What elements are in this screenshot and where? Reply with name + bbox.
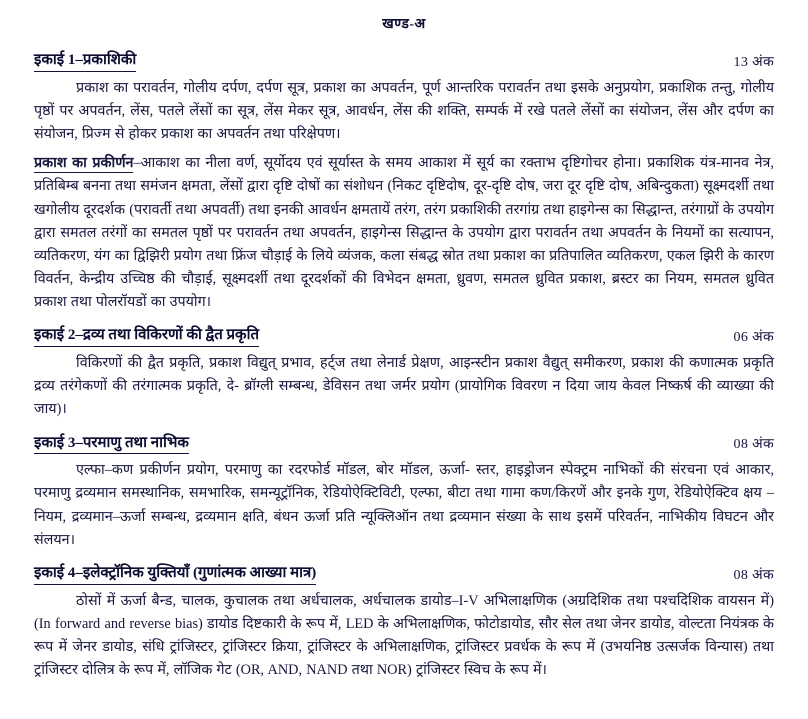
unit-title-1: इकाई 1–प्रकाशिकी	[34, 51, 136, 72]
unit-1-paragraph-2	[34, 152, 774, 314]
unit-marks-4: 08 अंक	[733, 567, 774, 583]
unit-title-3: इकाई 3–परमाणु तथा नाभिक	[34, 434, 189, 455]
unit-marks-3: 08 अंक	[733, 437, 774, 453]
section-header: खण्ड-अ	[382, 17, 426, 32]
unit-title-4: इकाई 4–इलेक्ट्रॉनिक युक्तियाँ (गुणांत्मक आख्या मात्र)	[34, 564, 316, 585]
unit-heading-row-3	[34, 434, 774, 455]
spacer-2	[34, 428, 774, 432]
unit-heading-row-1	[34, 51, 774, 72]
unit-4-paragraph-1: ठोसों में ऊर्जा बैन्ड, चालक, कुचालक तथा अर्धचालक, अर्धचालक डायोड–I-V अभिलाक्षणिक (अग्रदिशिक तथा पश्चदिशिक वायसन में) (In forward and reverse bias) डायोड दिष्टकारी के रूप में, LED के अभिलाक्षणिक, फोटोडायोड, सौर सेल तथा जेनर डायोड, वोल्टता नियंत्रक के रूप में जेनर डायोड, संधि ट्रांजिस्टर, ट्रांजिस्टर क्रिया, ट्रांजिस्टर के अभिलाक्षणिक, ट्रांजिस्टर प्रवर्धक के रूप में (उभयनिष्ठ उत्सर्जक विन्यास) तथा ट्रांजिस्टर दोलित्र के रूप में, लॉजिक गेट (OR, AND, NAND तथा NOR) ट्रांजिस्टर स्विच के रूप में।	[34, 592, 774, 679]
unit-title-2: इकाई 2–द्रव्य तथा विकिरणों की द्वैत प्रकृति	[34, 326, 259, 347]
unit-3-paragraph-1: एल्फा–कण प्रकीर्णन प्रयोग, परमाणु का रदरफोर्ड मॉडल, बोर मॉडल, ऊर्जा- स्तर, हाइड्रोजन स्पेक्ट्रम नाभिकों की संरचना एवं आकार, परमाणु द्रव्यमान समस्थानिक, समभारिक, समन्यूट्रॉनिक, रेडियोऐक्टिविटी, एल्फा, बीटा तथा गामा कण/किरणें और इनके गुण, रेडियोऐक्टिव क्षय –नियम, द्रव्यमान–ऊर्जा सम्बन्ध, द्रव्यमान क्षति, बंधन ऊर्जा प्रति न्यूक्लिऑन तथा द्रव्यमान संख्या के साथ इसमें परिवर्तन, नाभिकीय विघटन और संलयन।	[34, 462, 774, 548]
unit-1-paragraph-1: प्रकाश का परावर्तन, गोलीय दर्पण, दर्पण सूत्र, प्रकाश का अपवर्तन, पूर्ण आन्तरिक परावर्तन तथा इसके अनुप्रयोग, प्रकाशिक तन्तु, गोलीय पृष्ठों पर अपवर्तन, लेंस, पतले लेंसों का सूत्र, लेंस मेकर सूत्र, आवर्धन, लेंस की शक्ति, सम्पर्क में रखे पतले लेंसों का संयोजन, लेंस और दर्पण का संयोजन, प्रिज्म से होकर प्रकाश का अपवर्तन तथा परिक्षेपण।	[34, 79, 774, 143]
unit-heading-row-2	[34, 326, 774, 347]
unit-1-paragraph-2-text: –आकाश का नीला वर्ण, सूर्योदय एवं सूर्यास्त के समय आकाश में सूर्य का रक्ताभ दृष्टिगोचर होना। प्रकाशिक यंत्र-मानव नेत्र, प्रतिबिम्ब बनना तथा समंजन क्षमता, लेंसों द्वारा दृष्टि दोषों का संशोधन (निकट दृष्टिदोष, दूर-दृष्टि दोष, जरा दूर दृष्टि दोष, अबिन्दुकता) सूक्ष्मदर्शी तथा खगोलीय दूरदर्शक (परावर्ती तथा अपवर्ती) तथा इनकी आवर्धन क्षमतायें तरंग, तरंग प्रकाशिकी तरगांग्र तथा हाइगेन्स का सिद्धान्त, तरंगाग्रों के उपयोग द्वारा समतल तरंगों का समतल पृष्ठों पर परावर्तन तथा अपवर्तन, हाइगेन्स सिद्धान्त के उपयोग द्वारा परावर्तन तथा अपवर्तन के नियमों का सत्यापन, व्यतिकरण, यंग का द्विझिरी प्रयोग तथा फ्रिंज चौड़ाई के लिये व्यंजक, कला संबद्ध स्रोत तथा प्रकाश का प्रतिपालित व्यतिकरण, एकल झिरी के कारण विवर्तन, केन्द्रीय उच्चिष्ठ की चौड़ाई, सूक्ष्मदर्शी तथा दूरदर्शकों की विभेदन क्षमता, ध्रुवण, समतल ध्रुवित प्रकाश, ब्रस्टर का नियम, समतल ध्रुवित प्रकाश तथा पोलरॉयडों का उपयोग।	[34, 155, 774, 311]
unit-2-paragraph-1: विकिरणों की द्वैत प्रकृति, प्रकाश विद्युत् प्रभाव, हर्ट्ज तथा लेनार्ड प्रेक्षण, आइन्स्टीन प्रकाश वैद्युत् समीकरण, प्रकाश की कणात्मक प्रकृति द्रव्य तरंगेकणों की तरंगात्मक प्रकृति, दे- ब्रॉग्ली सम्बन्ध, डेविसन तथा जर्मर प्रयोग (प्रायोगिक विवरण न दिया जाय केवल निष्कर्ष की व्याख्या की जाय)।	[34, 355, 774, 418]
unit-marks-2: 06 अंक	[733, 330, 774, 346]
lead-term-scattering: प्रकाश का प्रकीर्णन	[34, 155, 134, 172]
unit-marks-1: 13 अंक	[733, 54, 774, 70]
spacer-3	[34, 558, 774, 562]
unit-heading-row-4	[34, 564, 774, 585]
spacer-1	[34, 320, 774, 324]
